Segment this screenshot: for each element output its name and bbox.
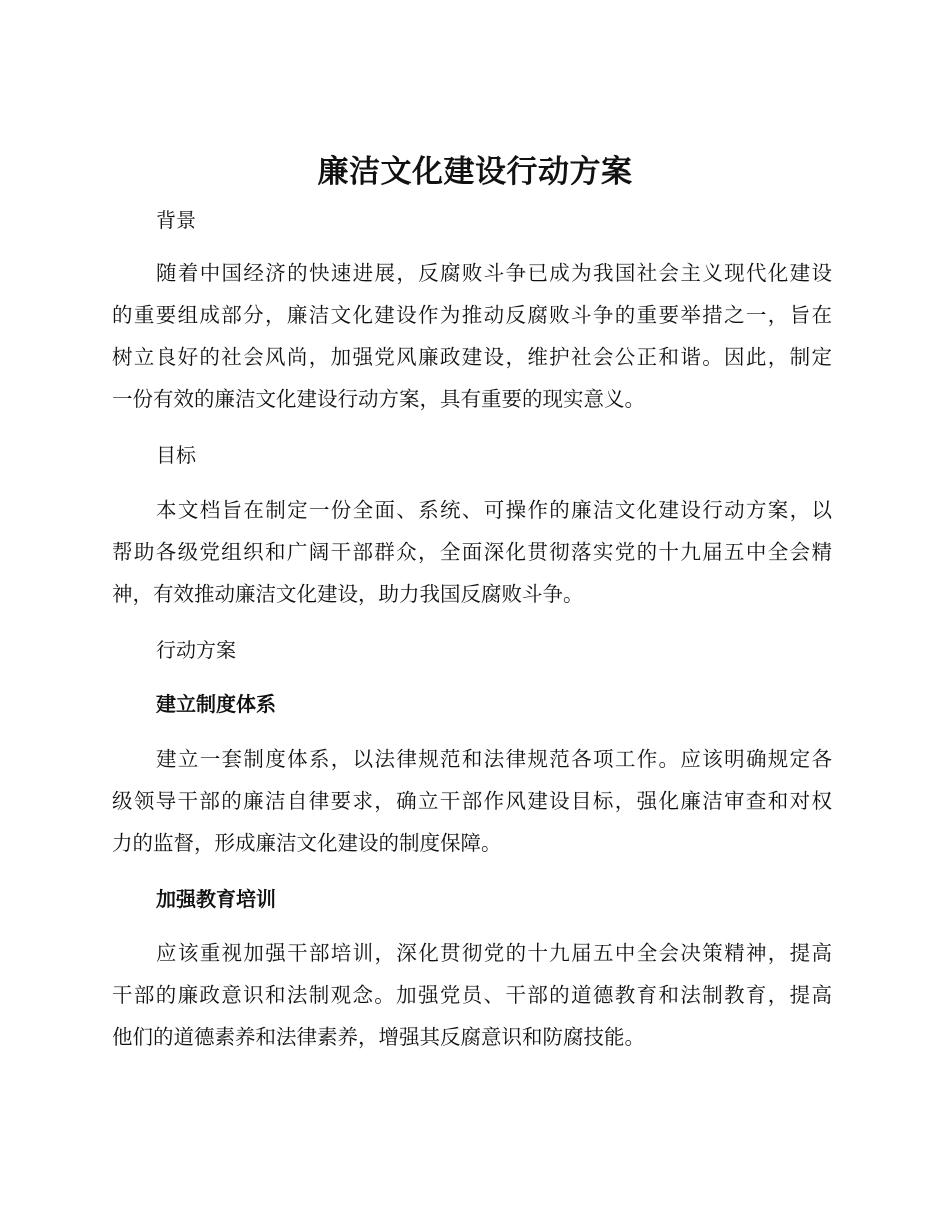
paragraph-line: 帮助各级党组织和广阔干部群众，全面深化贯彻落实党的十九届五中全会精 [112, 540, 832, 564]
paragraph-training [112, 932, 832, 1058]
subsection-heading-system: 建立制度体系 [156, 692, 276, 716]
paragraph-line: 神，有效推动廉洁文化建设，助力我国反腐败斗争。 [112, 582, 584, 606]
paragraph-line: 级领导干部的廉洁自律要求，确立干部作风建设目标，强化廉洁审查和对权 [112, 789, 832, 813]
paragraph-line: 干部的廉政意识和法制观念。加强党员、干部的道德教育和法制教育，提高 [112, 983, 832, 1007]
section-heading-action-plan: 行动方案 [156, 638, 236, 662]
paragraph-goal [112, 489, 832, 615]
paragraph-line: 本文档旨在制定一份全面、系统、可操作的廉洁文化建设行动方案，以 [156, 498, 832, 522]
paragraph-system [112, 738, 832, 864]
paragraph-line: 随着中国经济的快速进展，反腐败斗争已成为我国社会主义现代化建设 [156, 261, 832, 285]
paragraph-line: 的重要组成部分，廉洁文化建设作为推动反腐败斗争的重要举措之一，旨在 [112, 303, 832, 327]
section-heading-background: 背景 [156, 208, 196, 232]
paragraph-background [112, 252, 832, 420]
paragraph-line: 力的监督，形成廉洁文化建设的制度保障。 [112, 831, 502, 855]
paragraph-line: 树立良好的社会风尚，加强党风廉政建设，维护社会公正和谐。因此，制定 [112, 345, 832, 369]
document-title: 廉洁文化建设行动方案 [317, 154, 633, 190]
section-heading-goal: 目标 [156, 443, 196, 467]
paragraph-line: 建立一套制度体系，以法律规范和法律规范各项工作。应该明确规定各 [156, 747, 832, 771]
paragraph-line: 一份有效的廉洁文化建设行动方案，具有重要的现实意义。 [112, 387, 645, 411]
subsection-heading-training: 加强教育培训 [156, 887, 276, 911]
paragraph-line: 他们的道德素养和法律素养，增强其反腐意识和防腐技能。 [112, 1025, 645, 1049]
paragraph-line: 应该重视加强干部培训，深化贯彻党的十九届五中全会决策精神，提高 [156, 941, 832, 965]
